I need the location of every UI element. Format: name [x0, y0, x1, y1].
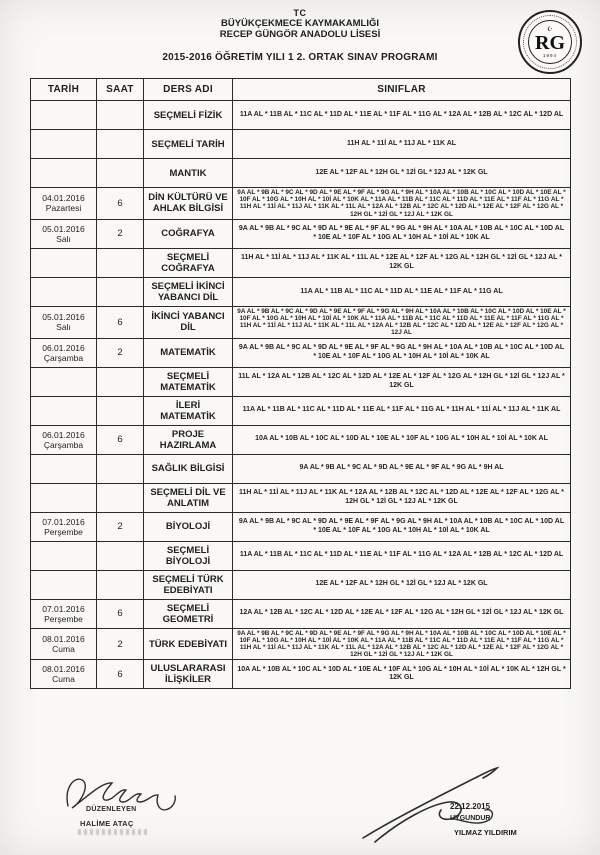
classes-cell: 11H AL * 11İ AL * 11J AL * 11K AL [233, 130, 571, 159]
exam-hour-cell: 6 [97, 188, 144, 220]
crescent-star-icon: ☪ [547, 26, 553, 33]
exam-hour-cell [97, 570, 144, 599]
header-district: BÜYÜKÇEKMECE KAYMAKAMLIĞI [221, 18, 379, 29]
exam-hour-cell: 2 [97, 338, 144, 367]
course-name-cell: BİYOLOJİ [144, 512, 233, 541]
exam-hour-cell [97, 541, 144, 570]
course-name-cell: SEÇMELİ FİZİK [144, 101, 233, 130]
preparer-role-label: DÜZENLEYEN [86, 806, 137, 813]
course-name-cell: ULUSLARARASI İLİŞKİLER [144, 660, 233, 689]
table-row [31, 660, 571, 689]
exam-hour-cell: 2 [97, 512, 144, 541]
classes-cell: 11L AL * 12A AL * 12B AL * 12C AL * 12D AL * 12E AL * 12F AL * 12G AL * 12H GL * 12İ GL * 12J AL * 12K GL [233, 367, 571, 396]
table-row [31, 277, 571, 306]
course-name-cell: SEÇMELİ TARİH [144, 130, 233, 159]
classes-cell: 10A AL * 10B AL * 10C AL * 10D AL * 10E AL * 10F AL * 10G AL * 10H AL * 10İ AL * 10K AL [233, 425, 571, 454]
column-header-siniflar: SINIFLAR [233, 79, 571, 101]
exam-day: Cuma [52, 644, 75, 655]
exam-date-cell [31, 660, 97, 689]
course-name-cell: SEÇMELİ TÜRK EDEBİYATI [144, 570, 233, 599]
exam-day: Cuma [52, 674, 75, 685]
exam-date-cell [31, 599, 97, 628]
exam-day: Perşembe [44, 526, 83, 537]
approver-signature-block [355, 760, 545, 850]
table-row [31, 338, 571, 367]
approval-date: 22.12.2015 [450, 802, 491, 811]
exam-hour-cell [97, 277, 144, 306]
exam-date-cell [31, 628, 97, 660]
logo-ring-text [523, 15, 577, 69]
classes-cell: 9A AL * 9B AL * 9C AL * 9D AL * 9E AL * 9F AL * 9G AL * 9H AL * 10A AL * 10B AL * 10C AL * 10D AL * 10E AL * 10F AL * 10G AL * 10H AL * 10İ AL * 10K AL [233, 338, 571, 367]
course-name-cell: COĞRAFYA [144, 219, 233, 248]
table-row [31, 483, 571, 512]
exam-hour-cell: 6 [97, 306, 144, 338]
course-name-cell: SEÇMELİ BİYOLOJİ [144, 541, 233, 570]
exam-date-cell [31, 277, 97, 306]
exam-hour-cell [97, 130, 144, 159]
table-row [31, 159, 571, 188]
table-row [31, 541, 571, 570]
exam-hour-cell [97, 367, 144, 396]
exam-day: Salı [56, 322, 71, 333]
table-row [31, 512, 571, 541]
exam-date-cell [31, 541, 97, 570]
course-name-cell: SEÇMELİ DİL VE ANLATIM [144, 483, 233, 512]
exam-hour-cell [97, 454, 144, 483]
exam-hour-cell [97, 159, 144, 188]
exam-date-cell [31, 130, 97, 159]
exam-date-cell [31, 101, 97, 130]
exam-table-body [31, 101, 571, 689]
exam-date: 06.01.2016 [42, 342, 85, 353]
exam-date-cell [31, 512, 97, 541]
classes-cell: 9A AL * 9B AL * 9C AL * 9D AL * 9E AL * 9F AL * 9G AL * 9H AL * 10A AL * 10B AL * 10C AL * 10D AL * 10E AL * 10F AL * 10G AL * 10H AL * 10İ AL * 10K AL * 11A AL * 11B AL * 11C AL * 11D AL * 11E AL * 11F AL * 11G AL * 11H AL * 11İ AL * 11J AL * 11K AL * 11L AL * 12A AL * 12B AL * 12C AL * 12D AL * 12E AL * 12F AL * 12G AL * 12H GL * 12İ GL * 12J AL * 12K GL [233, 628, 571, 660]
preparer-signature-block [58, 768, 238, 835]
column-header-ders-adi: DERS ADI [144, 79, 233, 101]
course-name-cell: SEÇMELİ COĞRAFYA [144, 248, 233, 277]
exam-date-cell [31, 367, 97, 396]
header-school: RECEP GÜNGÖR ANADOLU LİSESİ [219, 29, 381, 40]
exam-date-cell [31, 188, 97, 220]
exam-date-cell [31, 306, 97, 338]
exam-date-cell [31, 248, 97, 277]
exam-date: 07.01.2016 [42, 516, 85, 527]
exam-date: 05.01.2016 [42, 223, 85, 234]
exam-date: 04.01.2016 [42, 193, 85, 204]
exam-date: 05.01.2016 [42, 312, 85, 323]
table-row [31, 454, 571, 483]
course-name-cell: İLERİ MATEMATİK [144, 396, 233, 425]
faint-stamp-mark [78, 829, 148, 835]
table-row [31, 396, 571, 425]
classes-cell: 9A AL * 9B AL * 9C AL * 9D AL * 9E AL * 9F AL * 9G AL * 9H AL * 10A AL * 10B AL * 10C AL * 10D AL * 10E AL * 10F AL * 10G AL * 10H AL * 10İ AL * 10K AL [233, 219, 571, 248]
table-row [31, 101, 571, 130]
exam-date: 08.01.2016 [42, 634, 85, 645]
table-row [31, 570, 571, 599]
exam-day: Salı [56, 233, 71, 244]
course-name-cell: DİN KÜLTÜRÜ VE AHLAK BİLGİSİ [144, 188, 233, 220]
exam-hour-cell: 2 [97, 628, 144, 660]
exam-date: 07.01.2016 [42, 603, 85, 614]
table-row [31, 599, 571, 628]
course-name-cell: SEÇMELİ MATEMATİK [144, 367, 233, 396]
school-logo-seal [518, 10, 582, 74]
logo-monogram: RG [535, 31, 565, 54]
exam-day: Çarşamba [43, 439, 84, 450]
exam-hour-cell: 2 [97, 219, 144, 248]
exam-hour-cell [97, 248, 144, 277]
classes-cell: 12E AL * 12F AL * 12H GL * 12İ GL * 12J AL * 12K GL [233, 159, 571, 188]
course-name-cell: MATEMATİK [144, 338, 233, 367]
exam-hour-cell: 6 [97, 425, 144, 454]
exam-date: 06.01.2016 [42, 429, 85, 440]
course-name-cell: SEÇMELİ İKİNCİ YABANCI DİL [144, 277, 233, 306]
exam-hour-cell [97, 483, 144, 512]
preparer-name: HALİME ATAÇ [80, 819, 134, 828]
exam-date-cell [31, 338, 97, 367]
exam-hour-cell [97, 396, 144, 425]
table-row [31, 306, 571, 338]
classes-cell: 9A AL * 9B AL * 9C AL * 9D AL * 9E AL * 9F AL * 9G AL * 9H AL [233, 454, 571, 483]
exam-date-cell [31, 425, 97, 454]
table-row [31, 367, 571, 396]
table-row [31, 628, 571, 660]
exam-date-cell [31, 219, 97, 248]
course-name-cell: TÜRK EDEBİYATI [144, 628, 233, 660]
exam-schedule-table [30, 78, 571, 689]
classes-cell: 12A AL * 12B AL * 12C AL * 12D AL * 12E AL * 12F AL * 12G AL * 12H GL * 12İ GL * 12J AL * 12K GL [233, 599, 571, 628]
exam-date: 08.01.2016 [42, 664, 85, 675]
table-row [31, 248, 571, 277]
header-tc: TC [293, 8, 307, 18]
exam-day: Çarşamba [43, 352, 84, 363]
table-row [31, 188, 571, 220]
document-title: 2015-2016 ÖĞRETİM YILI 1 2. ORTAK SINAV PROGRAMI [162, 52, 438, 63]
column-header-saat: SAAT [97, 79, 144, 101]
classes-cell: 9A AL * 9B AL * 9C AL * 9D AL * 9E AL * 9F AL * 9G AL * 9H AL * 10A AL * 10B AL * 10C AL * 10D AL * 10E AL * 10F AL * 10G AL * 10H AL * 10İ AL * 10K AL [233, 512, 571, 541]
classes-cell: 11H AL * 11İ AL * 11J AL * 11K AL * 11L AL * 12E AL * 12F AL * 12G AL * 12H GL * 12İ GL * 12J AL * 12K GL [233, 248, 571, 277]
table-header-row [31, 79, 571, 101]
exam-hour-cell [97, 101, 144, 130]
exam-date-cell [31, 570, 97, 599]
course-name-cell: SEÇMELİ GEOMETRİ [144, 599, 233, 628]
exam-hour-cell: 6 [97, 660, 144, 689]
exam-day: Pazartesi [45, 203, 82, 214]
classes-cell: 9A AL * 9B AL * 9C AL * 9D AL * 9E AL * 9F AL * 9G AL * 9H AL * 10A AL * 10B AL * 10C AL * 10D AL * 10E AL * 10F AL * 10G AL * 10H AL * 10İ AL * 10K AL * 11A AL * 11B AL * 11C AL * 11D AL * 11E AL * 11F AL * 11G AL * 11H AL * 11İ AL * 11J AL * 11K AL * 11L AL * 12A AL * 12B AL * 12C AL * 12D AL * 12E AL * 12F AL * 12G AL * 12H GL * 12İ GL * 12J AL * 12K GL [233, 188, 571, 220]
classes-cell: 11A AL * 11B AL * 11C AL * 11D AL * 11E AL * 11F AL * 11G AL [233, 277, 571, 306]
classes-cell: 11A AL * 11B AL * 11C AL * 11D AL * 11E AL * 11F AL * 11G AL * 12A AL * 12B AL * 12C AL * 12D AL [233, 541, 571, 570]
column-header-tarih: TARİH [31, 79, 97, 101]
classes-cell: 10A AL * 10B AL * 10C AL * 10D AL * 10E AL * 10F AL * 10G AL * 10H AL * 10İ AL * 10K AL * 12H GL * 12K GL [233, 660, 571, 689]
classes-cell: 11A AL * 11B AL * 11C AL * 11D AL * 11E AL * 11F AL * 11G AL * 11H AL * 11İ AL * 11J AL * 11K AL [233, 396, 571, 425]
exam-hour-cell: 6 [97, 599, 144, 628]
classes-cell: 11A AL * 11B AL * 11C AL * 11D AL * 11E AL * 11F AL * 11G AL * 12A AL * 12B AL * 12C AL * 12D AL [233, 101, 571, 130]
exam-date-cell [31, 159, 97, 188]
classes-cell: 12E AL * 12F AL * 12H GL * 12İ GL * 12J AL * 12K GL [233, 570, 571, 599]
approver-name: YILMAZ YILDIRIM [454, 828, 517, 837]
classes-cell: 9A AL * 9B AL * 9C AL * 9D AL * 9E AL * 9F AL * 9G AL * 9H AL * 10A AL * 10B AL * 10C AL * 10D AL * 10E AL * 10F AL * 10G AL * 10H AL * 10İ AL * 10K AL * 11A AL * 11B AL * 11C AL * 11D AL * 11E AL * 11F AL * 11G AL * 11H AL * 11İ AL * 11J AL * 11K AL * 11L AL * 12A AL * 12B AL * 12C AL * 12D AL * 12E AL * 12F AL * 12G AL * 12J AL [233, 306, 571, 338]
approver-text-block [450, 802, 517, 837]
exam-date-cell [31, 483, 97, 512]
table-row [31, 425, 571, 454]
document-header [0, 8, 600, 63]
course-name-cell: MANTIK [144, 159, 233, 188]
table-row [31, 130, 571, 159]
exam-day: Perşembe [44, 613, 83, 624]
approver-role-label: UYGUNDUR [450, 815, 491, 822]
classes-cell: 11H AL * 11İ AL * 11J AL * 11K AL * 12A AL * 12B AL * 12C AL * 12D AL * 12E AL * 12F AL * 12G AL * 12H GL * 12İ GL * 12J AL * 12K GL [233, 483, 571, 512]
course-name-cell: SAĞLIK BİLGİSİ [144, 454, 233, 483]
exam-date-cell [31, 454, 97, 483]
course-name-cell: PROJE HAZIRLAMA [144, 425, 233, 454]
exam-date-cell [31, 396, 97, 425]
table-row [31, 219, 571, 248]
course-name-cell: İKİNCİ YABANCI DİL [144, 306, 233, 338]
logo-year: 1994 [542, 52, 557, 58]
